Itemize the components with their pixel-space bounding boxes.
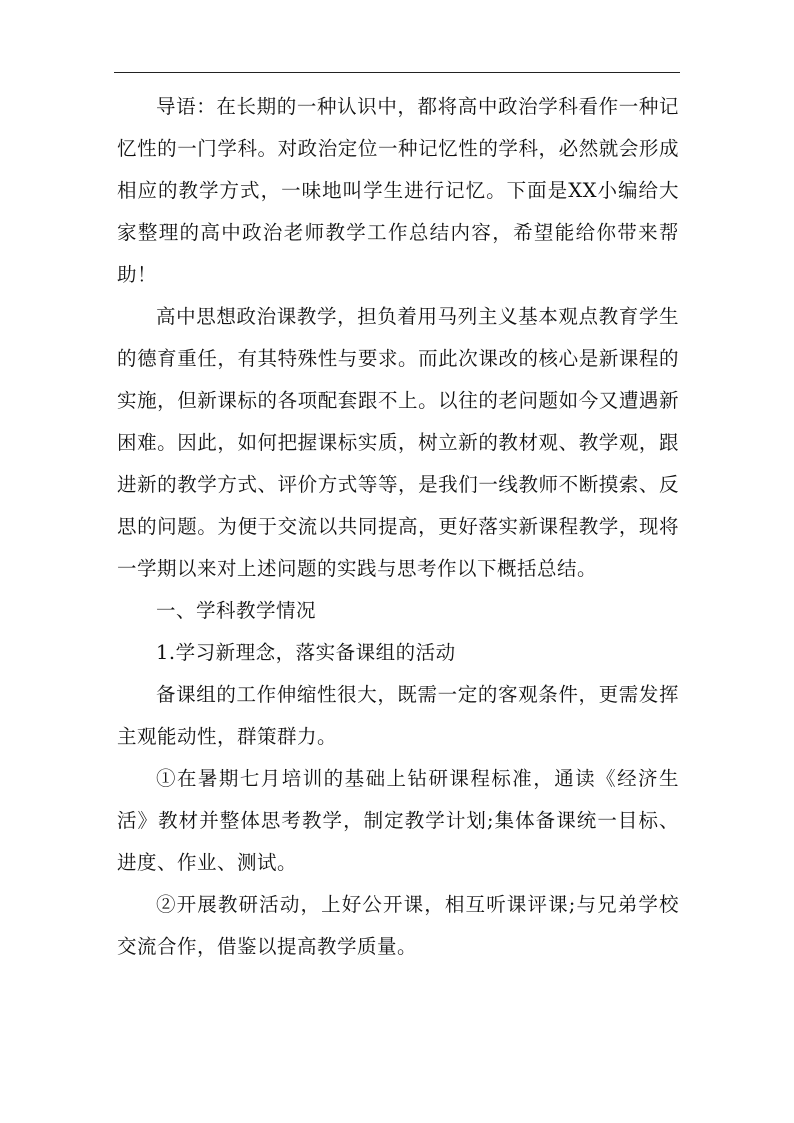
overview-paragraph: 高中思想政治课教学，担负着用马列主义基本观点教育学生的德育重任，有其特殊性与要求。而此次课改的核心是新课程的实施，但新课标的各项配套跟不上。以往的老问题如今又遭遇新困难。因此，如何把握课标实质，树立新的教材观、教学观，跟进新的教学方式、评价方式等等，是我们一线教师不断摸索、反思的问题。为便于交流以共同提高，更好落实新课程教学，现将一学期以来对上述问题的实践与思考作以下概括总结。 — [117, 305, 679, 580]
body-paragraph: ②开展教研活动，上好公开课，相互听课评课;与兄弟学校交流合作，借鉴以提高教学质量。 — [117, 893, 679, 958]
body-paragraph: 备课组的工作伸缩性很大，既需一定的客观条件，更需发挥主观能动性，群策群力。 — [117, 683, 679, 748]
header-rule — [114, 72, 680, 73]
subsection-heading: 1.学习新理念，落实备课组的活动 — [156, 641, 456, 664]
intro-paragraph: 导语：在长期的一种认识中，都将高中政治学科看作一种记忆性的一门学科。对政治定位一种记忆性的学科，必然就会形成相应的教学方式，一味地叫学生进行记忆。下面是XX小编给大家整理的高中政治老师教学工作总结内容，希望能给你带来帮助！ — [117, 95, 679, 286]
body-paragraph: ①在暑期七月培训的基础上钻研课程标准，通读《经济生活》教材并整体思考教学，制定教学计划;集体备课统一目标、进度、作业、测试。 — [117, 767, 679, 874]
document-body — [117, 86, 679, 968]
section-heading: 一、学科教学情况 — [156, 599, 317, 622]
